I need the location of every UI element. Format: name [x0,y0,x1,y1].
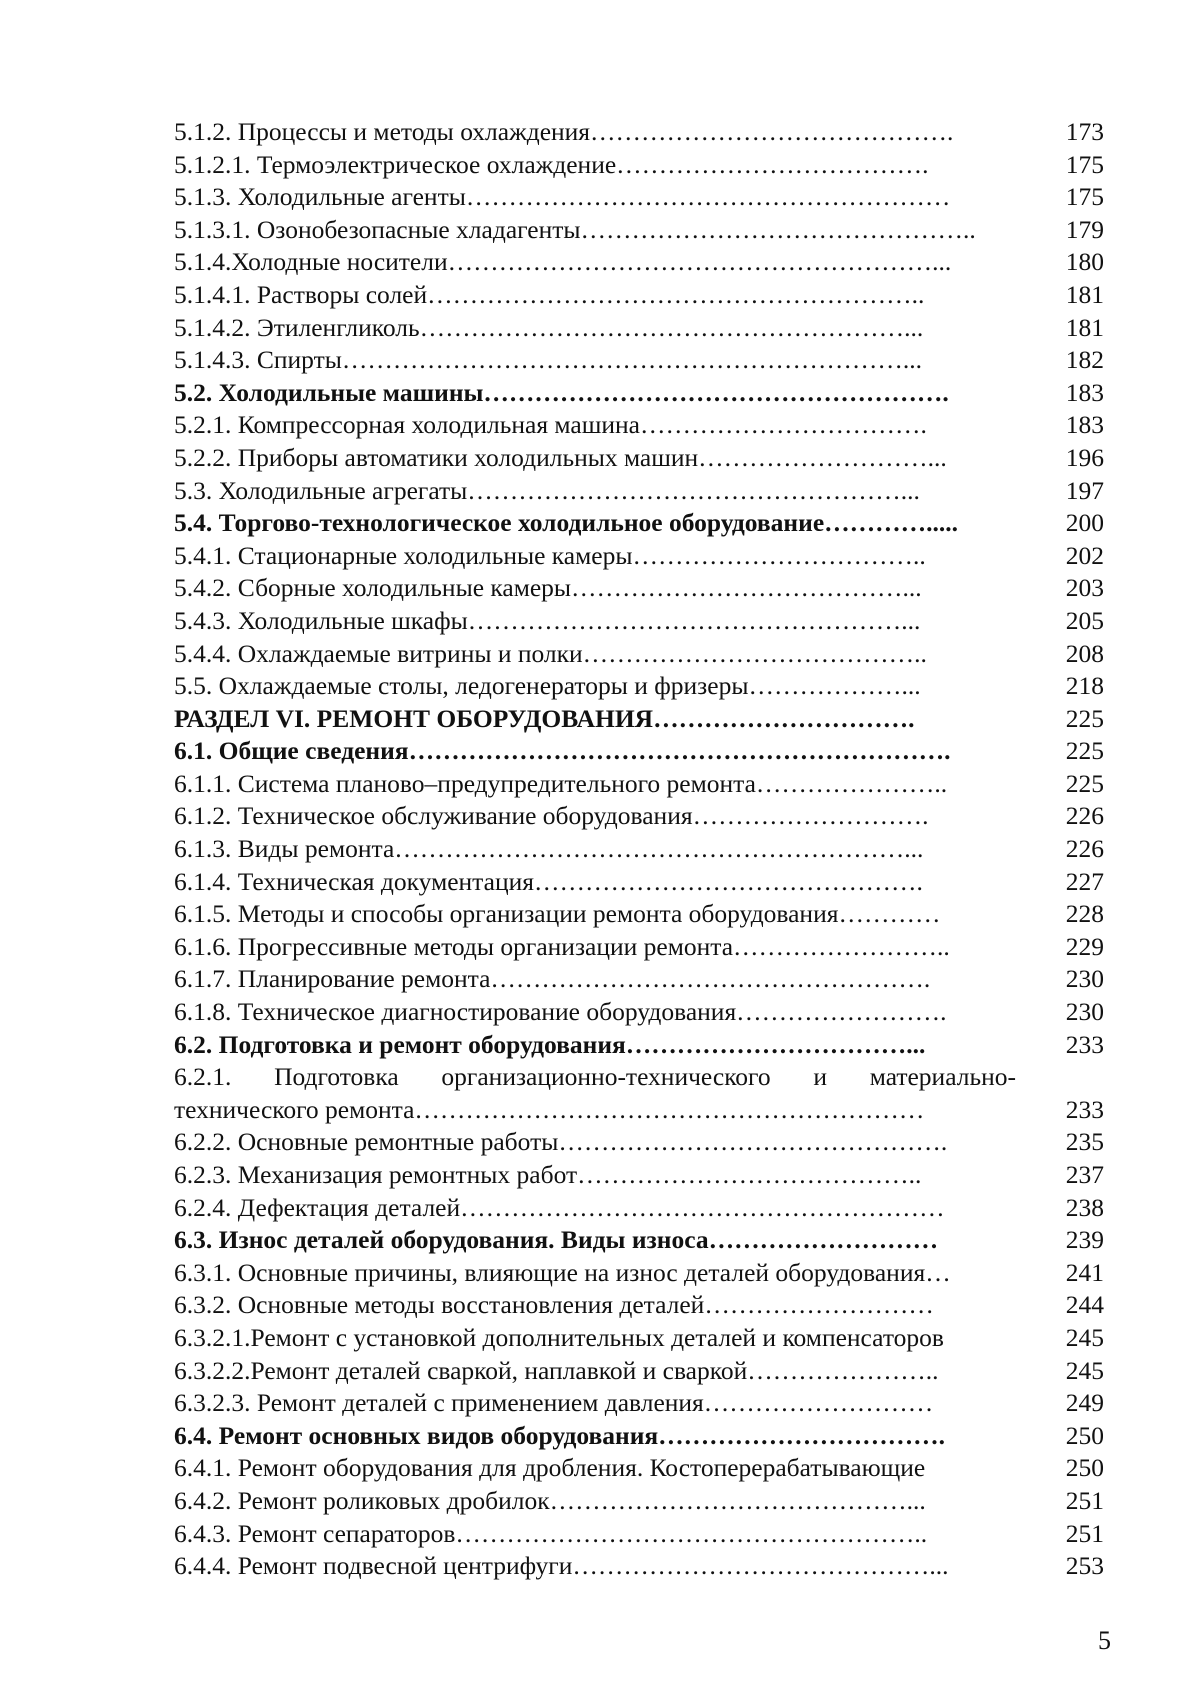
toc-entry [174,1289,1104,1322]
toc-entry-title: 6.2.1. Подготовка организационно-технического и материально- [174,1062,1016,1092]
toc-entry-title: 5.4.4. Охлаждаемые витрины и полки………………………………….. [174,638,927,668]
toc-entry-title: 6.4. Ремонт основных видов оборудования……………………………. [174,1420,946,1450]
toc-entry-page-number: 250 [1065,1420,1104,1450]
toc-entry-page-number: 228 [1065,899,1104,929]
toc-entry-page-number: 230 [1065,997,1104,1027]
toc-entry [174,1420,1104,1453]
toc-entry-title: 6.1.1. Система планово‒предупредительного ремонта………………….. [174,768,948,798]
toc-entry [174,1550,1104,1583]
toc-entry [174,638,1104,671]
toc-entry [174,800,1104,833]
toc-entry [174,931,1104,964]
toc-entry-page-number: 251 [1065,1518,1104,1548]
toc-entry-page-number: 197 [1065,475,1104,505]
toc-entry-title: 6.3. Износ деталей оборудования. Виды износа……………………… [174,1225,939,1255]
toc-entry [174,898,1104,931]
toc-entry-title: 6.3.1. Основные причины, влияющие на износ деталей оборудования… [174,1257,951,1287]
toc-entry-page-number: 239 [1065,1225,1104,1255]
toc-entry-title: 6.1.6. Прогрессивные методы организации ремонта…………………….. [174,931,950,961]
toc-entry-page-number: 225 [1065,703,1104,733]
toc-entry-title: 5.1.4.Холодные носители…………………………………………………... [174,247,952,277]
toc-entry [174,1322,1104,1355]
toc-entry-title: 6.4.3. Ремонт сепараторов……………………………………………….. [174,1518,928,1548]
toc-entry-page-number: 181 [1065,312,1104,342]
toc-entry [174,475,1104,508]
toc-entry-page-number: 202 [1065,540,1104,570]
toc-entry [174,149,1104,182]
toc-entry-title: 5.1.4.2. Этиленгликоль…………………………………………………... [174,312,924,342]
toc-entry-page-number: 175 [1065,182,1104,212]
toc-entry-title: 6.3.2.2.Ремонт деталей сваркой, наплавкой и сваркой………………….. [174,1355,939,1385]
toc-entry [174,442,1104,475]
toc-entry-page-number: 230 [1065,964,1104,994]
toc-entry-page-number: 225 [1065,736,1104,766]
toc-entry [174,507,1104,540]
toc-entry-page-number: 203 [1065,573,1104,603]
toc-entry-page-number: 173 [1065,117,1104,146]
toc-entry-page-number: 205 [1065,605,1104,635]
toc-entry-title: технического ремонта…………………………………………………… [174,1094,925,1124]
toc-entry-page-number: 235 [1065,1127,1104,1157]
toc-entry-title: 6.2.4. Дефектация деталей………………………………………………… [174,1192,945,1222]
toc-entry-title: 5.4. Торгово-технологическое холодильное оборудование…………..... [174,508,959,538]
toc-entry-title: 6.3.2.3. Ремонт деталей с применением давления……………………… [174,1388,934,1418]
toc-entry [174,1387,1104,1420]
toc-entry-page-number: 225 [1065,768,1104,798]
toc-entry-page-number: 218 [1065,671,1104,701]
toc-entry [174,1126,1104,1159]
toc-entry [174,605,1104,638]
toc-entry-page-number: 233 [1065,1029,1104,1059]
toc-entry-page-number: 200 [1065,508,1104,538]
toc-entry-page-number: 196 [1065,442,1104,472]
toc-entry-page-number: 237 [1065,1160,1104,1189]
toc-entry [174,963,1104,996]
toc-entry-title: 6.1.2. Техническое обслуживание оборудования………………………. [174,801,929,831]
toc-entry-page-number: 250 [1065,1453,1104,1483]
toc-entry-page-number: 249 [1065,1388,1104,1418]
toc-entry-page-number: 182 [1065,345,1104,375]
toc-entry-title: 5.3. Холодильные агрегаты……………………………………………... [174,475,920,505]
page-number: 5 [1098,1626,1111,1655]
toc-entry [174,1485,1104,1518]
toc-entry [174,1257,1104,1290]
toc-entry [174,214,1104,247]
toc-entry-title: 5.2.1. Компрессорная холодильная машина……………………………. [174,410,927,440]
toc-entry-page-number: 183 [1065,377,1104,407]
toc-entry-page-number: 183 [1065,410,1104,440]
toc-entry-title: 5.2. Холодильные машины………………………………………………. [174,377,949,407]
toc-entry-title: 5.4.1. Стационарные холодильные камеры…………………………….. [174,540,926,570]
toc-entry-page-number: 229 [1065,931,1104,961]
toc-entry-title: 6.2.3. Механизация ремонтных работ………………………………….. [174,1160,922,1189]
toc-entry [174,1452,1104,1485]
toc-entry-page-number: 208 [1065,638,1104,668]
toc-entry-title: 6.1. Общие сведения………………………………………………………. [174,736,951,766]
toc-entry-page-number: 253 [1065,1551,1104,1581]
toc-entry [174,1224,1104,1257]
toc-entry [174,246,1104,279]
toc-entry-page-number: 241 [1065,1257,1104,1287]
toc-entry [174,768,1104,801]
toc-entry-title: 6.4.2. Ремонт роликовых дробилок……………………………………... [174,1485,926,1515]
toc-entry [174,312,1104,345]
toc-entry [174,1029,1104,1062]
toc-entry-page-number: 175 [1065,149,1104,179]
toc-entry-title: 5.1.4.3. Спирты…………………………………………………………... [174,345,922,375]
toc-entry [174,833,1104,866]
toc-entry [174,1355,1104,1388]
toc-entry [174,735,1104,768]
toc-entry-page-number: 226 [1065,801,1104,831]
toc-entry-title: 6.2.2. Основные ремонтные работы………………………………………. [174,1127,948,1157]
toc-entry-page-number: 181 [1065,279,1104,309]
toc-entry [174,344,1104,377]
toc-entry-page-number: 233 [1065,1094,1104,1124]
toc-entry-page-number: 245 [1065,1322,1104,1352]
toc-entry-title: 6.2. Подготовка и ремонт оборудования……………………………... [174,1029,926,1059]
toc-entry-title: 6.3.2.1.Ремонт с установкой дополнительных деталей и компенсаторов [174,1322,944,1352]
toc-entry [174,703,1104,736]
toc-entry [174,181,1104,214]
toc-entry-title: 6.1.5. Методы и способы организации ремонта оборудования………… [174,899,941,929]
toc-entry-page-number: 180 [1065,247,1104,277]
toc-entry-title: 6.4.4. Ремонт подвесной центрифуги……………………………………... [174,1551,949,1581]
toc-entry-page-number: 226 [1065,834,1104,864]
toc-entry-page-number: 251 [1065,1485,1104,1515]
toc-entry-title: РАЗДЕЛ VI. РЕМОНТ ОБОРУДОВАНИЯ…………………………. [174,703,915,733]
toc-entry-title: 6.1.3. Виды ремонта……………………………………………………... [174,834,924,864]
toc-entry [174,1094,1104,1127]
toc-entry [174,1061,1104,1094]
toc-entry [174,1159,1104,1192]
toc-entry [174,1518,1104,1551]
toc-entry-title: 5.4.3. Холодильные шкафы……………………………………………... [174,605,921,635]
toc-entry [174,116,1104,149]
toc-entry [174,377,1104,410]
toc-entry [174,279,1104,312]
toc-entry [174,670,1104,703]
toc-entry [174,572,1104,605]
toc-entry-page-number: 227 [1065,866,1104,896]
toc-entry-title: 5.4.2. Сборные холодильные камеры…………………………………... [174,573,922,603]
toc-entry-title: 6.1.7. Планирование ремонта……………………………………………. [174,964,931,994]
toc-entry-page-number: 238 [1065,1192,1104,1222]
toc-entry-title: 6.3.2. Основные методы восстановления деталей……………………… [174,1290,934,1320]
table-of-contents [174,116,1104,1583]
toc-entry [174,1192,1104,1225]
toc-entry-title: 5.1.4.1. Растворы солей………………………………………………….. [174,279,925,309]
toc-entry-title: 5.2.2. Приборы автоматики холодильных машин………………………... [174,442,947,472]
toc-entry-title: 5.5. Охлаждаемые столы, ледогенераторы и фризеры………………... [174,671,921,701]
toc-entry [174,996,1104,1029]
toc-entry-title: 5.1.2.1. Термоэлектрическое охлаждение………………………………. [174,149,929,179]
toc-entry-title: 5.1.2. Процессы и методы охлаждения……………………………………. [174,117,954,146]
toc-entry [174,540,1104,573]
toc-entry-title: 6.1.4. Техническая документация………………………………………. [174,866,923,896]
toc-entry [174,866,1104,899]
toc-entry-page-number: 244 [1065,1290,1104,1320]
toc-entry-title: 5.1.3.1. Озонобезопасные хладагенты……………………………………….. [174,214,976,244]
toc-entry-title: 6.4.1. Ремонт оборудования для дробления. Костоперерабатывающие [174,1453,926,1483]
toc-entry-page-number: 245 [1065,1355,1104,1385]
toc-entry [174,409,1104,442]
toc-entry-title: 5.1.3. Холодильные агенты………………………………………………… [174,182,951,212]
toc-entry-title: 6.1.8. Техническое диагностирование оборудования……………………. [174,997,947,1027]
toc-entry-page-number: 179 [1065,214,1104,244]
